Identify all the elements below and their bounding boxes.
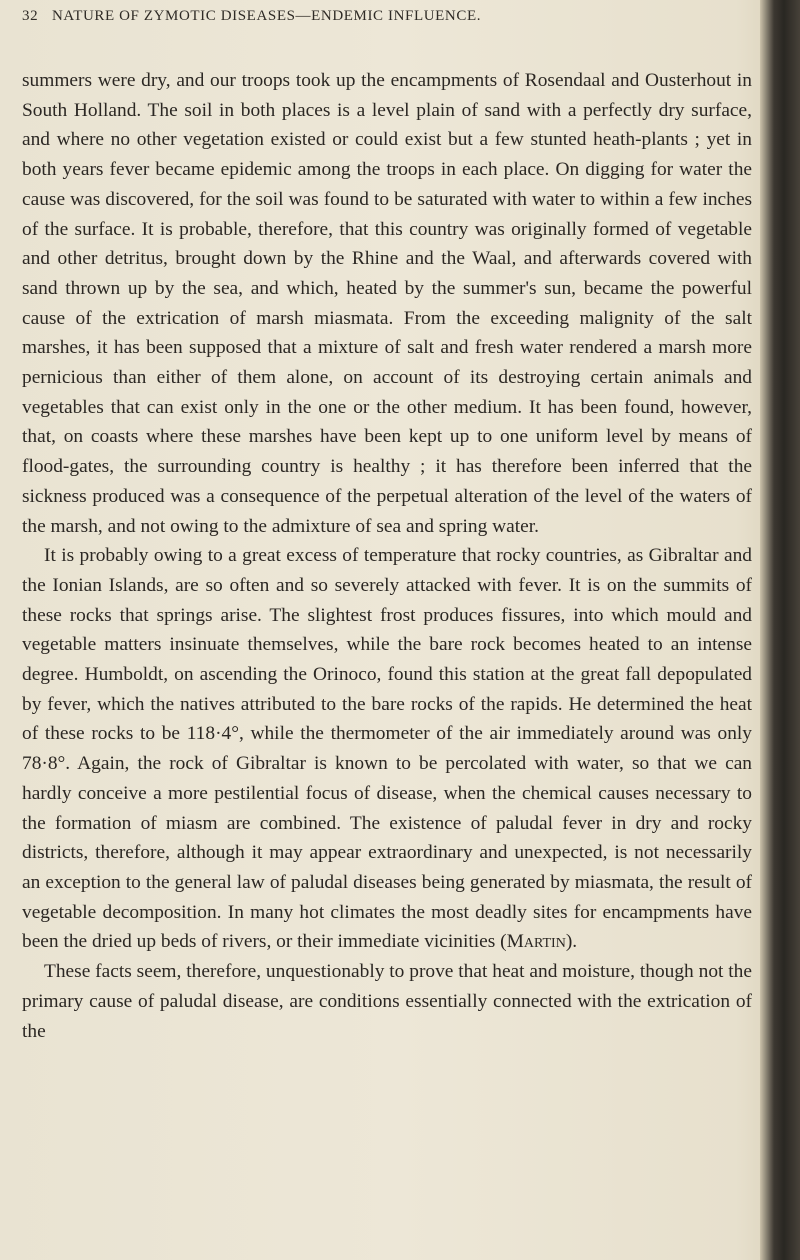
paragraph: summers were dry, and our troops took up the encampments of Rosendaal and Ousterhout in South Holland. The soil in both places is a level plain of sand with a perfectly dry surface, and where no other vegetation existed or could exist but a few stunted heath-plants ; yet in both years fever became epidemic among the troops in each place. On digging for water the cause was discovered, for the soil was found to be saturated with water to within a few inches of the surface. It is probable, therefore, that this country was originally formed of vegetable and other detritus, brought down by the Rhine and the Waal, and afterwards covered with sand thrown up by the sea, and which, heated by the summer's sun, became the powerful cause of the extrication of marsh miasmata. From the exceeding malignity of the salt marshes, it has been supposed that a mixture of salt and fresh water rendered a marsh more pernicious than either of them alone, on account of its destroying certain animals and vegetables that can exist only in the one or the other medium. It has been found, however, that, on coasts where these marshes have been kept up to one uniform level by means of flood-gates, the surrounding country is healthy ; it has therefore been inferred that the sickness produced was a consequence of the perpetual alteration of the level of the waters of the marsh, and not owing to the admixture of sea and spring water. [22, 70, 752, 537]
running-title: NATURE OF ZYMOTIC DISEASES—ENDEMIC INFLUENCE. [52, 8, 482, 24]
page-number: 32 [22, 8, 39, 24]
citation-author: Martin [506, 931, 566, 953]
body-text [22, 66, 752, 1046]
book-gutter-shadow [760, 0, 800, 1260]
paragraph-tail: ). [565, 931, 578, 953]
paragraph [22, 541, 752, 957]
paragraph-text: It is probably owing to a great excess of temperature that rocky countries, as Gibraltar and the Ionian Islands, are so often and so severely attacked with fever. It is on the summits of these rocks that springs arise. The slightest frost produces fissures, into which mould and vegetable matters insinuate themselves, while the bare rock becomes heated to an intense degree. Humboldt, on ascending the Orinoco, found this station at the great fall depopulated by fever, which the natives attributed to the bare rocks of the rapids. He determined the heat of these rocks to be 118·4°, while the thermometer of the air immediately around was only 78·8°. Again, the rock of Gibraltar is known to be percolated with water, so that we can hardly conceive a more pestilential focus of disease, when the chemical causes necessary to the formation of miasm are combined. The existence of paludal fever in dry and rocky districts, therefore, although it may appear extraordinary and unexpected, is not necessarily an exception to the general law of paludal diseases being generated by miasmata, the result of vegetable decomposition. In many hot climates the most deadly sites for encampments have been the dried up beds of rivers, or their immediate vicinities ( [22, 545, 752, 953]
paragraph: These facts seem, therefore, unquestionably to prove that heat and moisture, though not the primary cause of paludal disease, are conditions essentially connected with the extrication of the [22, 961, 752, 1042]
